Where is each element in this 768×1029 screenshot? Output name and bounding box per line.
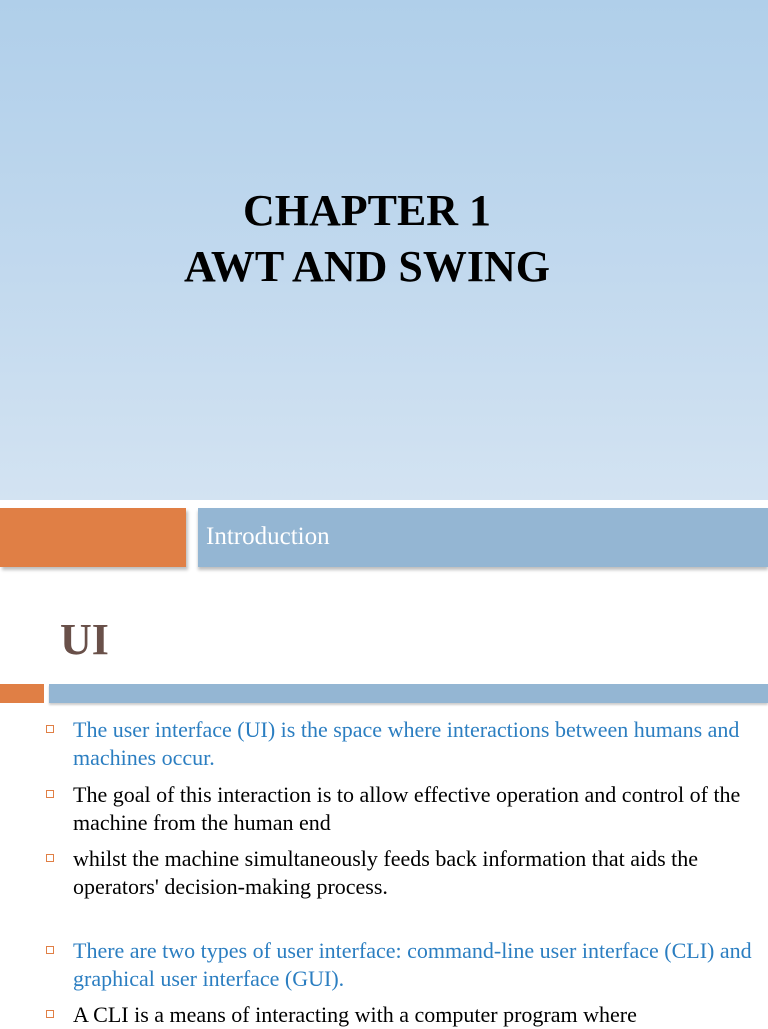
bullet-item xyxy=(73,845,753,901)
chapter-subtitle: AWT AND SWING xyxy=(184,242,550,291)
bullet-item xyxy=(73,1001,753,1029)
section-accent-block xyxy=(0,508,186,567)
section-label: Introduction xyxy=(206,523,330,550)
heading-accent-block xyxy=(0,684,44,703)
bullet-text: A CLI is a means of interacting with a computer program where xyxy=(73,1002,637,1027)
section-band xyxy=(198,508,768,567)
chapter-title: CHAPTER 1 xyxy=(242,186,492,235)
heading-divider-band xyxy=(49,684,768,703)
bullet-text: whilst the machine simultaneously feeds back information that aids the operators' decision-making process. xyxy=(73,846,699,899)
slide-heading: UI xyxy=(60,615,109,664)
hollow-square-bullet-icon xyxy=(46,725,54,733)
bullet-text: The user interface (UI) is the space where interactions between humans and machines occur. xyxy=(73,717,740,770)
hollow-square-bullet-icon xyxy=(46,1010,54,1018)
bullet-text: The goal of this interaction is to allow effective operation and control of the machine from the human end xyxy=(73,782,741,835)
title-slide xyxy=(0,0,768,500)
hollow-square-bullet-icon xyxy=(46,854,54,862)
hollow-square-bullet-icon xyxy=(46,946,54,954)
bullet-item xyxy=(73,781,753,837)
bullet-text: There are two types of user interface: command-line user interface (CLI) and graphical user interface (GUI). xyxy=(73,938,752,991)
bullet-item xyxy=(73,716,753,772)
hollow-square-bullet-icon xyxy=(46,790,54,798)
bullet-item xyxy=(73,937,753,993)
